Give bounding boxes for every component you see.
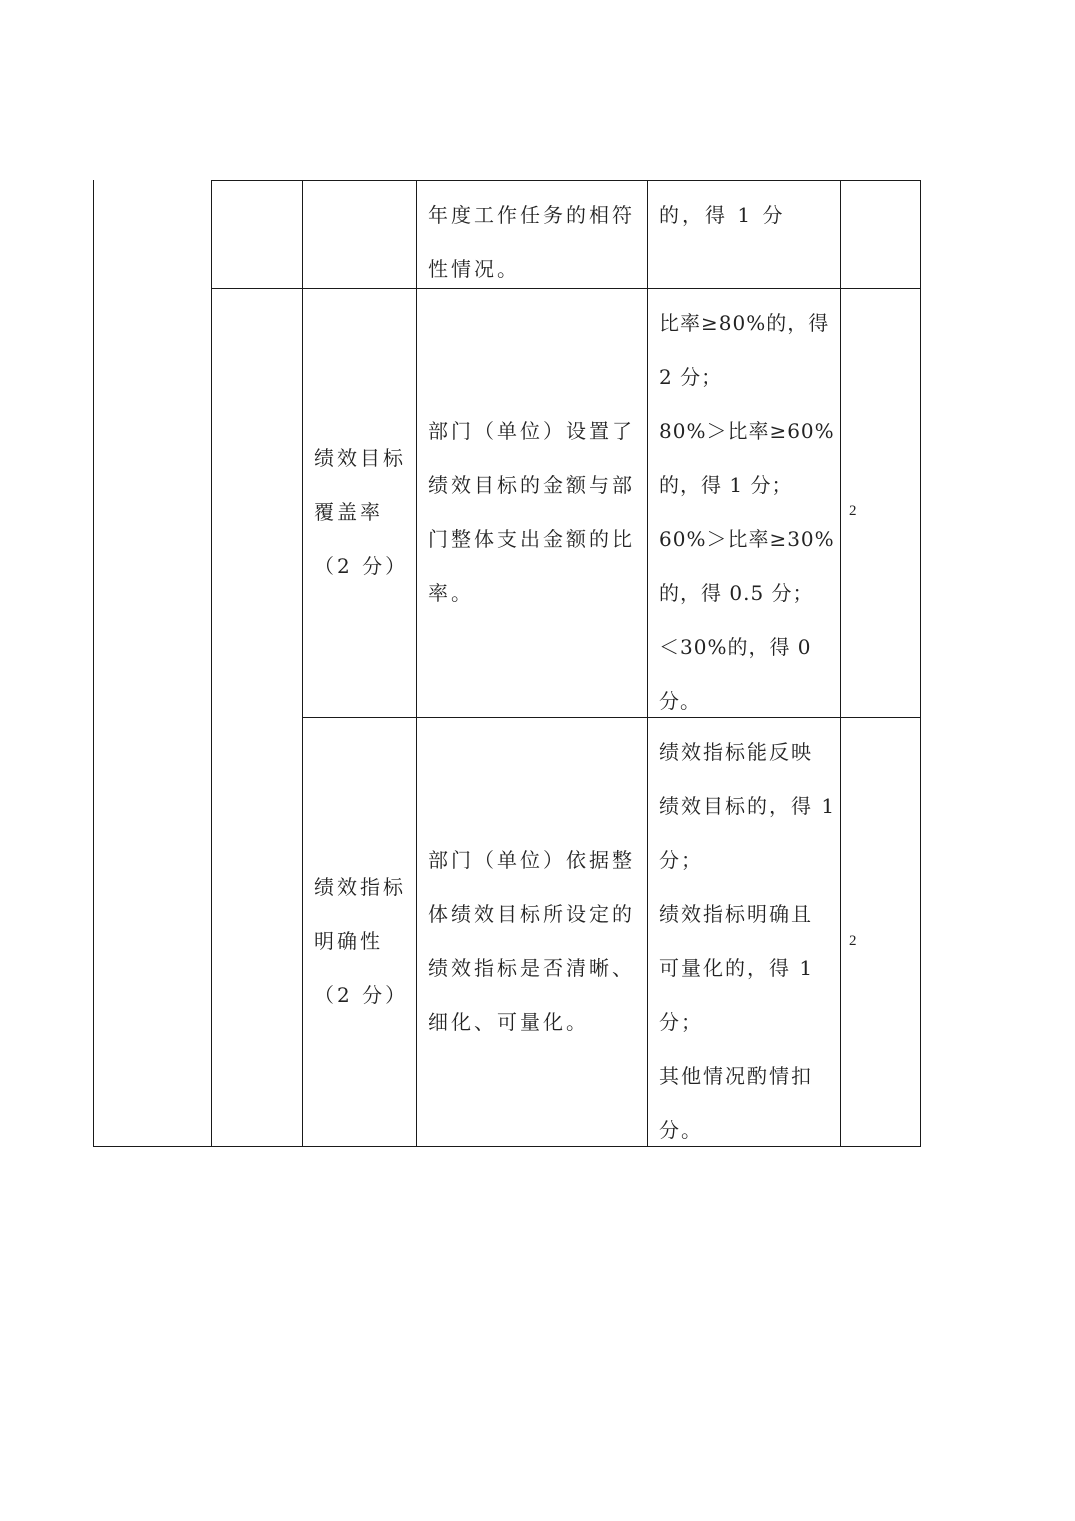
grid-line [920,180,921,1147]
grid-line [840,180,841,1147]
score-value: 2 [849,503,857,519]
row-continuation-description: 年度工作任务的相符 性情况。 [428,203,635,281]
grid-line [416,180,417,1147]
grid-line [647,180,648,1147]
indicator-label: 绩效指标 明确性 （2 分） [314,875,409,1007]
scoring-criteria: 绩效指标能反映 绩效目标的，得 1 分； 绩效指标明确且 可量化的，得 1 分； 其他情况酌情扣 分。 [659,740,837,1142]
grid-line [93,180,94,1147]
grid-line [302,180,303,1147]
row-continuation-criteria: 的，得 1 分 [659,203,786,227]
indicator-label: 绩效目标 覆盖率 （2 分） [314,446,409,578]
score-value: 2 [849,933,857,949]
grid-line [211,180,921,181]
indicator-description: 部门（单位）设置了 绩效目标的金额与部 门整体支出金额的比 率。 [428,419,635,605]
grid-line [211,180,212,1147]
indicator-description: 部门（单位）依据整 体绩效目标所设定的 绩效指标是否清晰、 细化、可量化。 [428,848,635,1034]
scoring-criteria: 比率≥80%的，得 2 分； 80%＞比率≥60% 的，得 1 分； 60%＞比率≥30% 的，得 0.5 分； ＜30%的，得 0 分。 [659,311,835,713]
